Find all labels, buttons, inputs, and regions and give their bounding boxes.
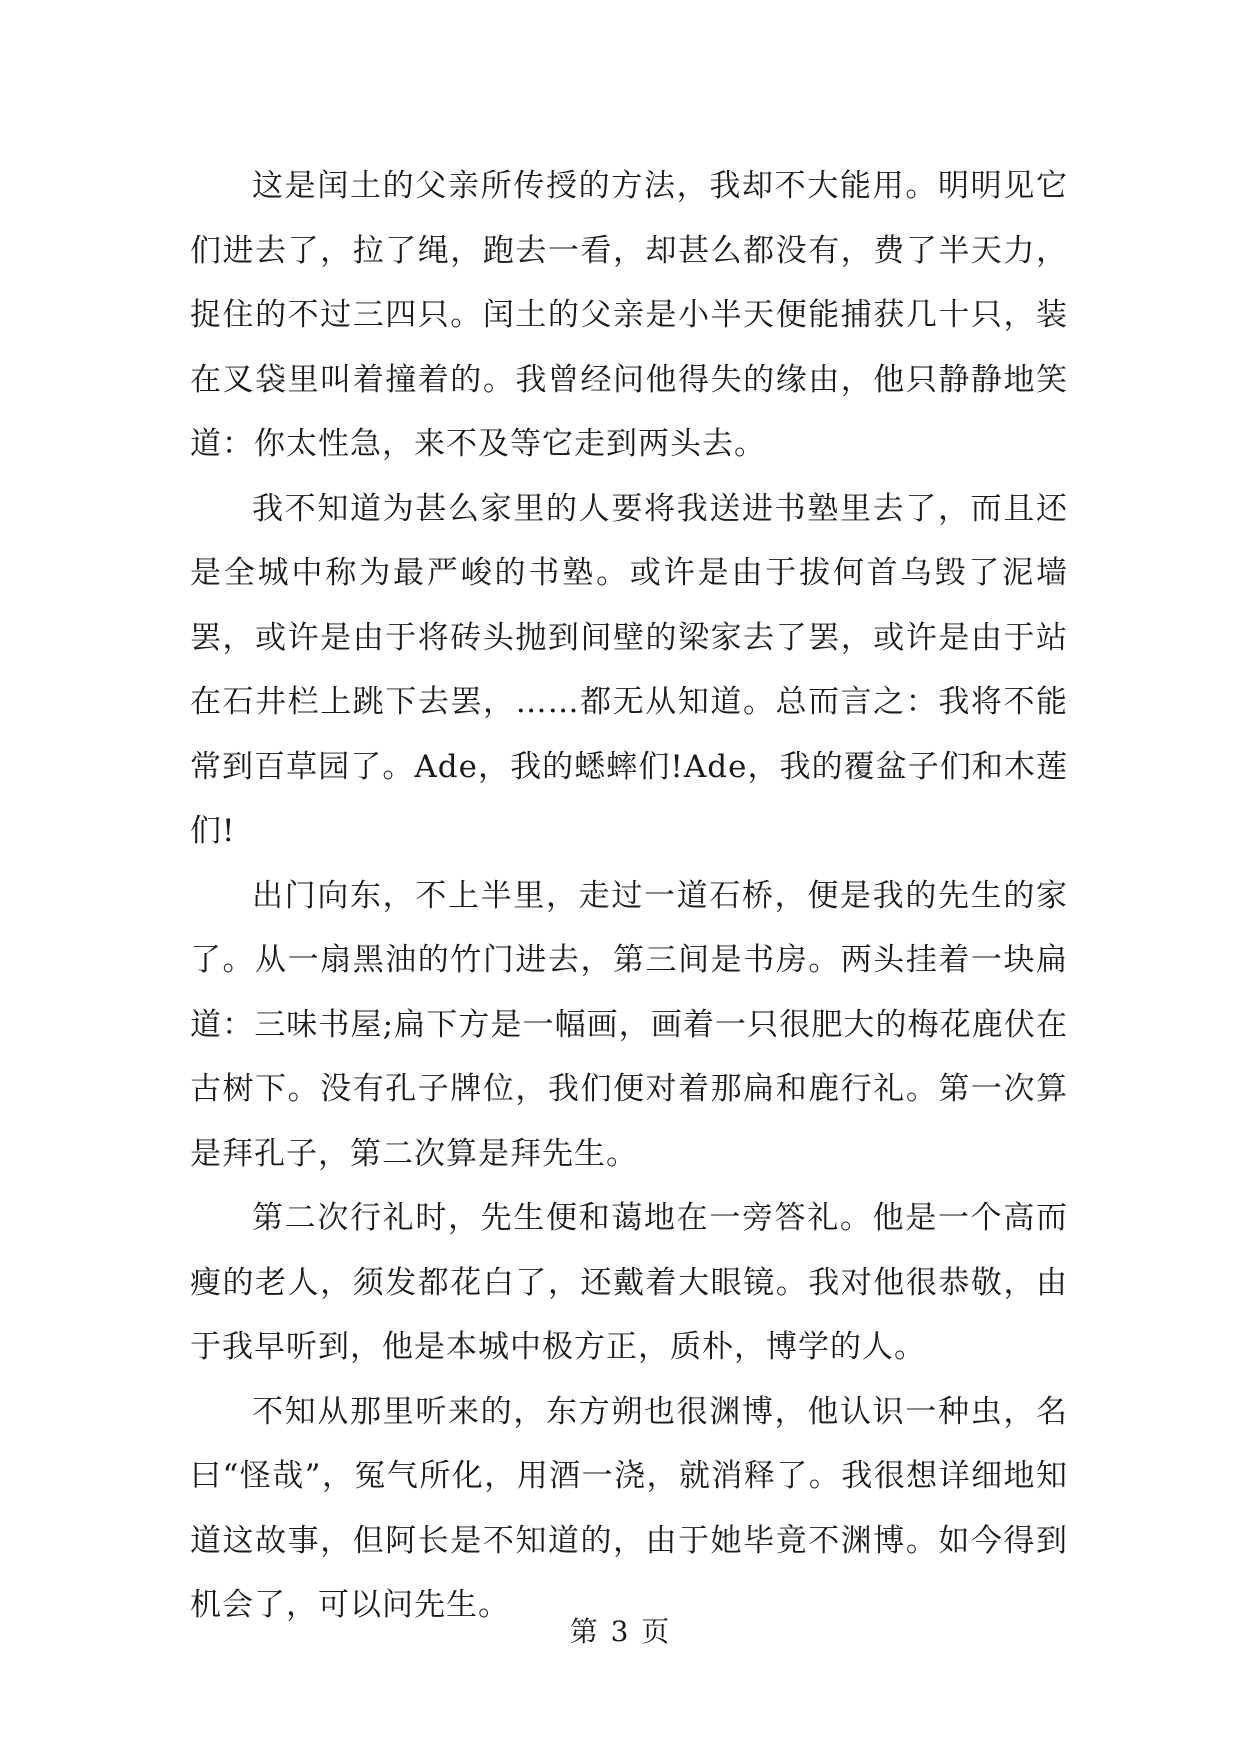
paragraph-2: 我不知道为甚么家里的人要将我送进书塾里去了，而且还是全城中称为最严峻的书塾。或许是由于拔何首乌毁了泥墙罢，或许是由于将砖头抛到间壁的梁家去了罢，或许是由于站在石井栏上跳下去罢，……都无从知道。总而言之：我将不能常到百草园了。Ade，我的蟋蟀们!Ade，我的覆盆子们和木莲们! <box>190 490 1068 849</box>
paragraph-3: 出门向东，不上半里，走过一道石桥，便是我的先生的家了。从一扇黑油的竹门进去，第三间是书房。两头挂着一块扁道：三味书屋;扁下方是一幅画，画着一只很肥大的梅花鹿伏在古树下。没有孔子牌位，我们便对着那扁和鹿行礼。第一次算是拜孔子，第二次算是拜先生。 <box>190 877 1068 1172</box>
paragraph-1: 这是闰土的父亲所传授的方法，我却不大能用。明明见它们进去了，拉了绳，跑去一看，却甚么都没有，费了半天力，捉住的不过三四只。闰土的父亲是小半天便能捕获几十只，装在叉袋里叫着撞着的。我曾经问他得失的缘由，他只静静地笑道：你太性急，来不及等它走到两头去。 <box>190 168 1068 462</box>
body-text <box>190 154 1068 1638</box>
paragraph-4: 第二次行礼时，先生便和蔼地在一旁答礼。他是一个高而瘦的老人，须发都花白了，还戴着大眼镜。我对他很恭敬，由于我早听到，他是本城中极方正，质朴，博学的人。 <box>190 1200 1068 1365</box>
paragraph-5: 不知从那里听来的，东方朔也很渊博，他认识一种虫，名曰“怪哉”，冤气所化，用酒一浇，就消释了。我很想详细地知道这故事，但阿长是不知道的，由于她毕竟不渊博。如今得到机会了，可以问先生。 <box>190 1393 1068 1623</box>
page-number-footer: 第 3 页 <box>569 1615 672 1648</box>
